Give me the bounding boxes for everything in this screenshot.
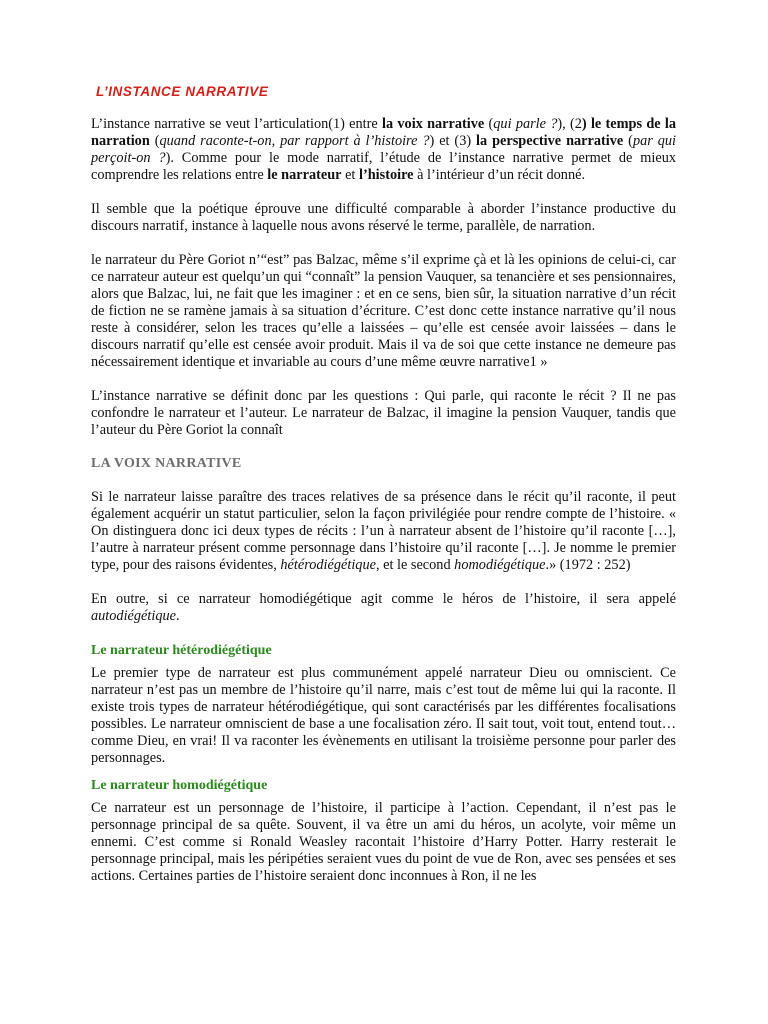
term-autodiegetique: autodiégétique: [91, 608, 176, 624]
paragraph-intro: [91, 116, 676, 184]
text-run: En outre, si ce narrateur homodiégétique agit comme le héros de l’histoire, il sera appelé: [91, 591, 676, 607]
subheading-heterodiegetique: Le narrateur hétérodiégétique: [91, 643, 272, 658]
subheading-homodiegetique: Le narrateur homodiégétique: [91, 778, 268, 793]
document-body: [91, 84, 676, 885]
text-run: à l’intérieur d’un récit donné.: [413, 167, 586, 183]
text-run: ). Comme pour le mode narratif, l’étude de l’instance narrative permet de mieux comprendre les relations entre: [91, 150, 676, 183]
paragraph-poetique: Il semble que la poétique éprouve une difficulté comparable à aborder l’instance productive du discours narratif, instance à laquelle nous avons réservé le terme, parallèle, de narration.: [91, 201, 676, 234]
term-heterodiegetique: hétérodiégétique: [280, 557, 376, 573]
question-par-qui: par qui perçoit-on ?: [91, 133, 676, 166]
text-run: (: [484, 116, 494, 132]
text-run: (: [623, 133, 633, 149]
text-run: ) et (3): [429, 133, 477, 149]
text-run: L’instance narrative se veut l’articulation(1) entre: [91, 116, 383, 132]
term-homodiegetique: homodiégétique: [454, 557, 546, 573]
paragraph-autodiegetique: [91, 591, 676, 625]
text-run: .» (1972 : 252): [545, 557, 631, 573]
text-run: Si le narrateur laisse paraître des traces relatives de sa présence dans le récit qu’il raconte, il peut également acquérir un statut particulier, selon la façon privilégiée pour rendre compte de l’histoire. « On distinguera donc ici deux types de récits : l’un à narrateur absent de l’histoire qu’il raconte […], l’autre à narrateur présent comme personnage dans l’histoire qu’il raconte […]. Je nomme le premier type, pour des raisons évidentes,: [91, 489, 676, 573]
section-heading-voix-narrative: LA VOIX NARRATIVE: [91, 456, 242, 471]
text-run: (: [149, 133, 160, 149]
text-run: ), (2: [557, 116, 582, 132]
text-run: et: [341, 167, 359, 183]
text-run: .: [175, 608, 180, 624]
paragraph-homodiegetique: Ce narrateur est un personnage de l’histoire, il participe à l’action. Cependant, il n’est pas le personnage principal de sa quête. Souvent, il va être un ami du héros, un acolyte, voir même un ennemi. C’est comme si Ronald Weasley racontait l’histoire d’Harry Potter. Harry resterait le personnage principal, mais les péripéties seraient vues du point de vue de Ron, avec ses pensées et ses actions. Certaines parties de l’histoire seraient donc inconnues à Ron, il ne les: [91, 800, 676, 884]
term-voix-narrative: la voix narrative: [382, 116, 485, 132]
paragraph-voix: [91, 489, 676, 574]
question-quand: quand raconte-t-on, par rapport à l’histoire ?: [159, 133, 430, 149]
term-histoire: l’histoire: [358, 167, 414, 183]
term-temps-narration: ) le temps de la narration: [91, 116, 676, 149]
term-perspective-narrative: la perspective narrative: [476, 133, 624, 149]
document-title: L’INSTANCE NARRATIVE: [96, 84, 269, 99]
term-narrateur: le narrateur: [267, 167, 342, 183]
question-qui-parle: qui parle ?: [493, 116, 558, 132]
paragraph-goriot-quote: le narrateur du Père Goriot n’“est” pas Balzac, même s’il exprime çà et là les opinions de celui-ci, car ce narrateur auteur est quelqu’un qui “connaît” la pension Vauquer, sa tenancière et ses pensionnaires, alors que Balzac, lui, ne fait que les imaginer : et en ce sens, bien sûr, la situation narrative d’un récit de fiction ne se ramène jamais à sa situation d’écriture. C’est donc cette instance narrative qu’il nous reste à considérer, selon les traces qu’elle a laissées – qu’elle est censée avoir laissées – dans le discours narratif qu’elle est censée avoir produit. Mais il va de soi que cette instance ne demeure pas nécessairement identique et invariable au cours d’une même œuvre narrative1 »: [91, 252, 676, 370]
text-run: , et le second: [375, 557, 455, 573]
paragraph-definition: L’instance narrative se définit donc par les questions : Qui parle, qui raconte le récit ? Il ne pas confondre le narrateur et l’auteur. Le narrateur de Balzac, il imagine la pension Vauquer, tandis que l’auteur du Père Goriot la connaît: [91, 388, 676, 438]
paragraph-heterodiegetique: Le premier type de narrateur est plus communément appelé narrateur Dieu ou omniscient. Ce narrateur n’est pas un membre de l’histoire qu’il narre, mais c’est tout de même lui qui la raconte. Il existe trois types de narrateur hétérodiégétique, qui sont caractérisés par les différentes focalisations possibles. Le narrateur omniscient de base a une focalisation zéro. Il sait tout, voit tout, entend tout… comme Dieu, en vrai! Il va raconter les évènements en utilisant la troisième personne pour parler des personnages.: [91, 665, 676, 766]
